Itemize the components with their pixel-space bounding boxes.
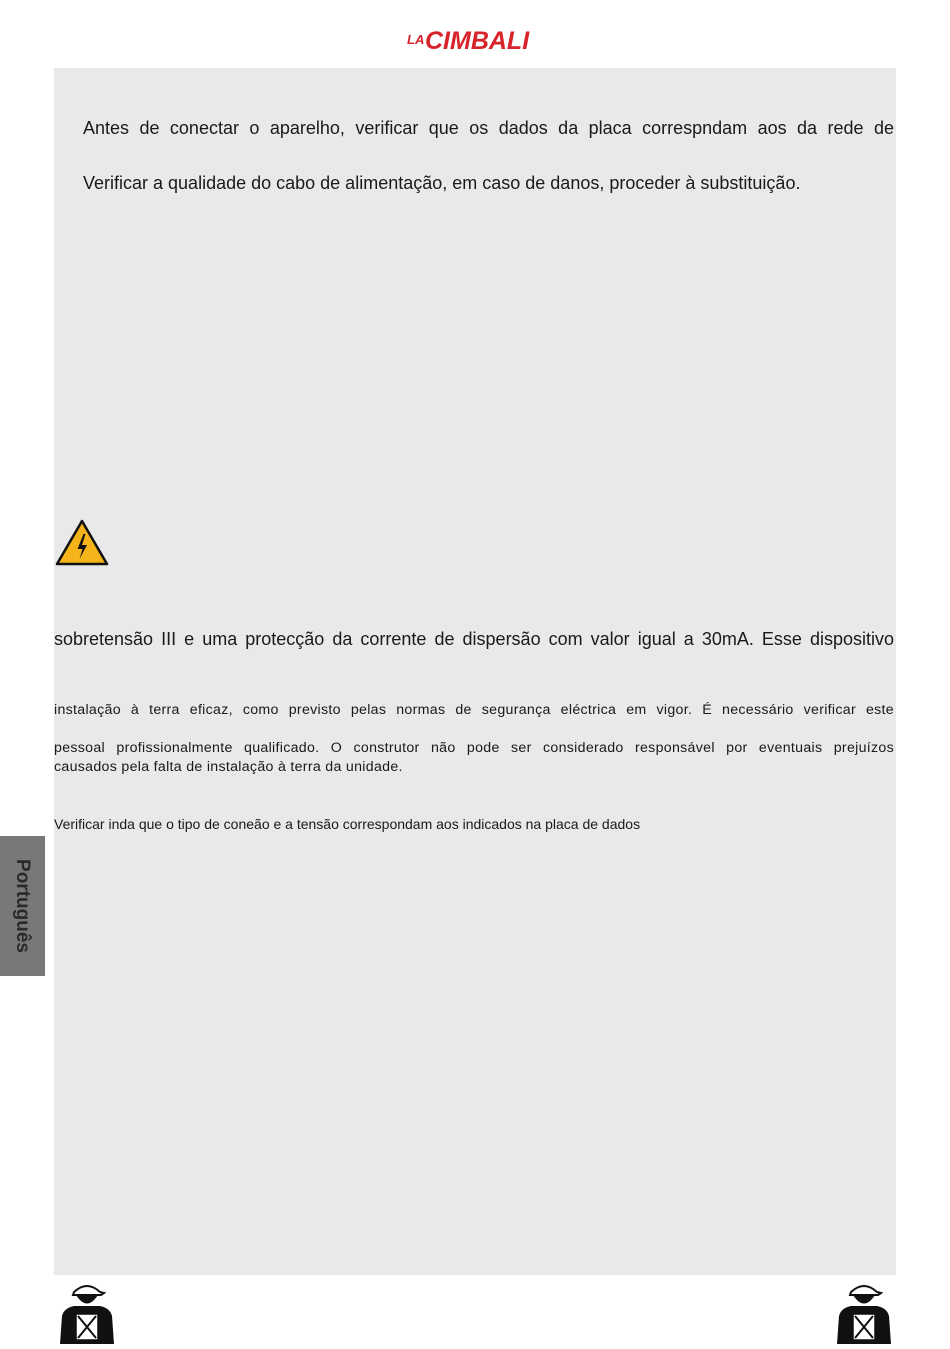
paragraph-qualified-personnel-line1: pessoal profissionalmente qualificado. O construtor não pode ser considerado responsável por eventuais prejuízos (54, 740, 894, 756)
paragraph-connection-type: Verificar inda que o tipo de coneão e a tensão correspondam aos indicados na placa de dados (54, 816, 641, 832)
technician-icon (831, 1280, 897, 1344)
paragraph-check-power-cable: Verificar a qualidade do cabo de alimentação, em caso de danos, proceder à substituição. (83, 173, 801, 193)
lacimbali-logo-graphic (405, 20, 545, 56)
paragraph-check-plate-data: Antes de conectar o aparelho, verificar que os dados da placa correspndam aos da rede de (83, 118, 894, 138)
paragraph-overvoltage-protection: sobretensão III e uma protecção da corrente de dispersão com valor igual a 30mA. Esse dispositivo (54, 629, 894, 649)
language-tab (0, 836, 45, 976)
lacimbali-logo (405, 20, 545, 56)
technician-icon (54, 1280, 120, 1344)
language-tab-label: Português (12, 859, 33, 953)
logo-main-text: CIMBALI (425, 27, 530, 55)
logo-la-text: LA (407, 32, 425, 47)
electrical-hazard-icon (54, 518, 110, 568)
content-panel (54, 68, 896, 1275)
paragraph-qualified-personnel-line2: causados pela falta de instalação à terra da unidade. (54, 759, 403, 775)
paragraph-earthing: instalação à terra eficaz, como previsto pelas normas de segurança eléctrica em vigor. É necessário verificar este (54, 702, 894, 718)
